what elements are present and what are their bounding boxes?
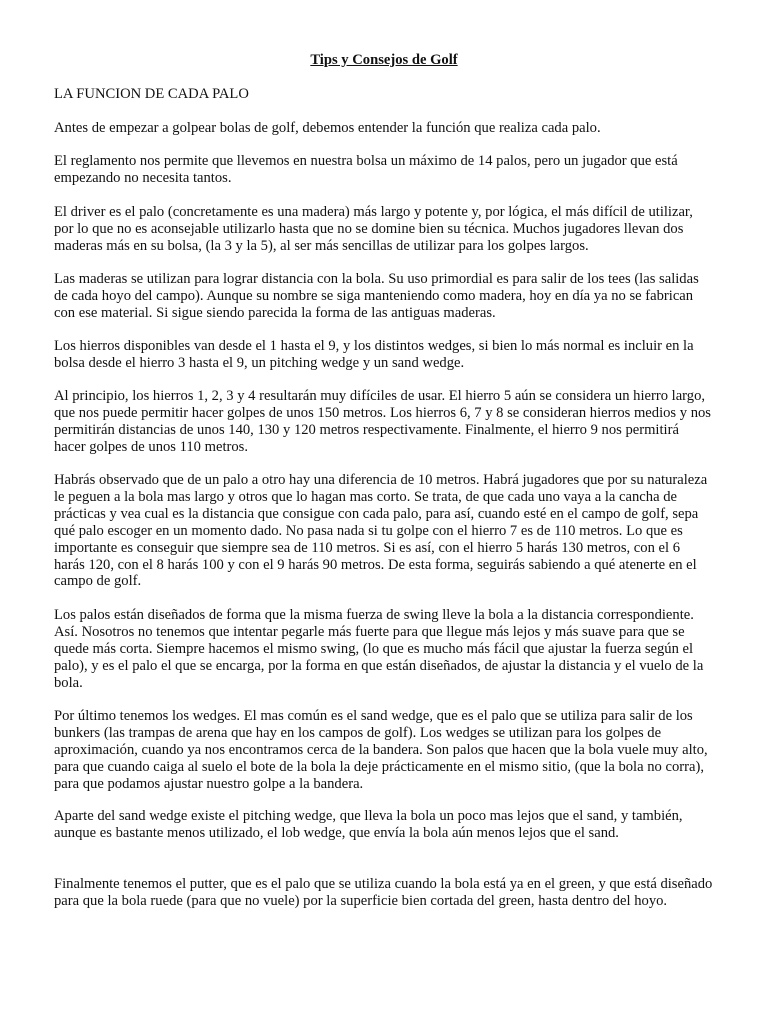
paragraph-diferencia: Habrás observado que de un palo a otro hay una diferencia de 10 metros. Habrá jugadores que por su naturaleza le peguen a la bola mas largo y otros que lo hagan mas corto. Se trata, de que cada uno vaya a la cancha de prácticas y vea cual es la distancia que consigue con cada palo, para así, cuando esté en el campo de golf, sepa qué palo escoger en un momento dado. No pasa nada si tu golpe con el hierro 7 es de 110 metros. Lo que es importante es conseguir que siempre sea de 110 metros. Si es así, con el hierro 5 harás 130 metros, con el 6 harás 120, con el 8 harás 100 y con el 9 harás 90 metros. De esta forma, seguirás sabiendo a qué atenerte en el campo de golf. — [54, 472, 708, 590]
section-heading: LA FUNCION DE CADA PALO — [54, 86, 249, 102]
paragraph-reglamento: El reglamento nos permite que llevemos en nuestra bolsa un máximo de 14 palos, pero un jugador que está empezando no necesita tantos. — [54, 153, 678, 186]
paragraph-wedges: Por último tenemos los wedges. El mas común es el sand wedge, que es el palo que se utiliza para salir de los bunkers (las trampas de arena que hay en los campos de golf). Los wedges se utilizan para los golpes de aproximación, cuando ya nos encontramos cerca de la bandera. Son palos que hacen que la bola vuele muy alto, para que cuando caiga al suelo el bote de la bola la deje prácticamente en el mismo sitio, (que la bola no corra), para que podamos ajustar nuestro golpe a la bandera. — [54, 708, 708, 792]
paragraph-pitching: Aparte del sand wedge existe el pitching wedge, que lleva la bola un poco mas lejos que el sand, y también, aunque es bastante menos utilizado, el lob wedge, que envía la bola aún menos lejos que el sand. — [54, 808, 683, 841]
paragraph-maderas: Las maderas se utilizan para lograr distancia con la bola. Su uso primordial es para salir de los tees (las salidas de cada hoyo del campo). Aunque su nombre se siga manteniendo como madera, hoy en día ya no se fabrican con ese material. Si sigue siendo parecida la forma de las antiguas maderas. — [54, 271, 699, 321]
paragraph-hierros: Los hierros disponibles van desde el 1 hasta el 9, y los distintos wedges, si bien lo más normal es incluir en la bolsa desde el hierro 3 hasta el 9, un pitching wedge y un sand wedge. — [54, 338, 694, 371]
paragraph-diseno: Los palos están diseñados de forma que la misma fuerza de swing lleve la bola a la distancia correspondiente. Así. Nosotros no tenemos que intentar pegarle más fuerte para que llegue más lejos y más suave para que se quede más corta. Siempre hacemos el mismo swing, (lo que es mucho más fácil que ajustar la fuerza según el palo), y es el palo el que se encarga, por la forma en que están diseñados, de ajustar la distancia y el vuelo de la bola. — [54, 607, 704, 691]
paragraph-putter: Finalmente tenemos el putter, que es el palo que se utiliza cuando la bola está ya en el green, y que está diseñado para que la bola ruede (para que no vuele) por la superficie bien cortada del green, hasta dentro del hoyo. — [54, 876, 713, 909]
paragraph-distancias: Al principio, los hierros 1, 2, 3 y 4 resultarán muy difíciles de usar. El hierro 5 aún se considera un hierro largo, que nos puede permitir hacer golpes de unos 150 metros. Los hierros 6, 7 y 8 se consideran hierros medios y nos permitirán distancias de unos 140, 130 y 120 metros respectivamente. Finalmente, el hierro 9 nos permitirá hacer golpes de unos 110 metros. — [54, 388, 711, 455]
document-title: Tips y Consejos de Golf — [310, 52, 458, 68]
paragraph-driver: El driver es el palo (concretamente es una madera) más largo y potente y, por lógica, el más difícil de utilizar, por lo que no es aconsejable utilizarlo hasta que no se domine bien su técnica. Muchos jugadores llevan dos maderas más en su bolsa, (la 3 y la 5), al ser más sencillas de utilizar para los golpes largos. — [54, 204, 693, 254]
paragraph-intro: Antes de empezar a golpear bolas de golf, debemos entender la función que realiza cada palo. — [54, 120, 601, 136]
